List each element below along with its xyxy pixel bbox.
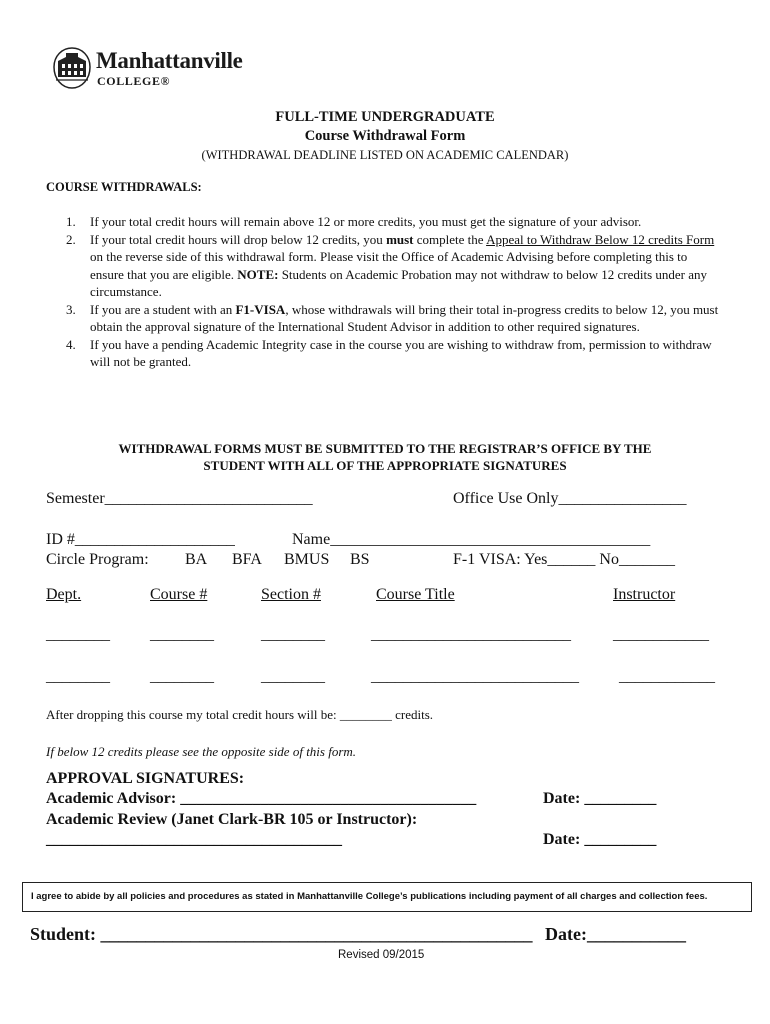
appeal-form-link[interactable]: Appeal to Withdraw Below 12 credits Form <box>486 231 715 247</box>
row2-title-field[interactable]: __________________________ <box>371 668 579 685</box>
college-logo <box>52 47 267 91</box>
col-header-dept: Dept. <box>46 586 82 603</box>
below-12-note: If below 12 credits please see the opposite side of this form. <box>46 744 357 759</box>
f1-visa-field[interactable]: F-1 VISA: Yes______ No_______ <box>453 551 675 568</box>
revision-date: Revised 09/2015 <box>338 949 425 961</box>
office-use-field[interactable]: Office Use Only________________ <box>453 490 687 507</box>
program-option-bmus[interactable]: BMUS <box>284 551 330 568</box>
col-header-instructor: Instructor <box>613 586 676 603</box>
academic-review-signature-field[interactable]: _____________________________________ <box>46 831 342 848</box>
withdrawal-rules-list <box>46 213 722 371</box>
col-header-course-title: Course Title <box>376 586 455 603</box>
credits-after-drop-field[interactable]: After dropping this course my total credit hours will be: ________ credits. <box>46 707 434 722</box>
row1-section-field[interactable]: ________ <box>261 626 325 643</box>
deadline-note: (WITHDRAWAL DEADLINE LISTED ON ACADEMIC CALENDAR) <box>201 148 569 162</box>
row2-instructor-field[interactable]: ____________ <box>619 668 715 685</box>
logo-college: COLLEGE® <box>97 74 171 88</box>
agreement-box <box>22 882 752 912</box>
student-date-field[interactable]: Date:___________ <box>545 924 686 944</box>
row2-dept-field[interactable]: ________ <box>46 668 110 685</box>
course-withdrawals-heading: COURSE WITHDRAWALS: <box>46 180 202 194</box>
submission-warning-line1: WITHDRAWAL FORMS MUST BE SUBMITTED TO THE REGISTRAR’S OFFICE BY THE <box>118 441 652 456</box>
college-seal-icon <box>52 47 92 89</box>
review-date-field[interactable]: Date: _________ <box>543 831 657 848</box>
advisor-date-field[interactable]: Date: _________ <box>543 790 657 807</box>
list-item: 3. If you are a student with an F1-VISA, whose withdrawals will bring their total in-progress credits to below 12, you must obtain the approval signature of the International Student Advisor in addition to other required signatures. <box>66 301 719 334</box>
id-field[interactable]: ID #____________________ <box>46 531 235 548</box>
program-option-bs[interactable]: BS <box>350 551 370 568</box>
semester-field[interactable]: Semester__________________________ <box>46 490 313 507</box>
academic-advisor-signature-field[interactable]: Academic Advisor: _____________________________________ <box>46 790 477 807</box>
circle-program-label: Circle Program: <box>46 551 149 568</box>
list-item: 4. If you have a pending Academic Integrity case in the course you are wishing to withdraw from, permission to withdraw will not be granted. <box>66 336 712 369</box>
academic-review-label: Academic Review (Janet Clark-BR 105 or Instructor): <box>46 811 418 828</box>
row1-course-field[interactable]: ________ <box>150 626 214 643</box>
approval-heading: APPROVAL SIGNATURES: <box>46 770 245 787</box>
row1-dept-field[interactable]: ________ <box>46 626 110 643</box>
form-title-line1: FULL-TIME UNDERGRADUATE <box>275 109 495 125</box>
name-field[interactable]: Name________________________________________ <box>292 531 651 548</box>
program-option-ba[interactable]: BA <box>185 551 208 568</box>
program-option-bfa[interactable]: BFA <box>232 551 262 568</box>
agreement-text: I agree to abide by all policies and procedures as stated in Manhattanville College’s publications including payment of all charges and collection fees. <box>31 891 708 902</box>
row2-course-field[interactable]: ________ <box>150 668 214 685</box>
logo-name: Manhattanville <box>96 48 243 73</box>
form-title: Course Withdrawal Form <box>304 128 466 144</box>
col-header-section: Section # <box>261 586 321 603</box>
list-item: 2. If your total credit hours will drop below 12 credits, you must complete the Appeal to Withdraw Below 12 credits Form on the reverse side of this withdrawal form. Please visit the Office of Academic Advising before completing this to ensure that you are eligible. NOTE: Students on Academic Probation may not withdraw to below 12 credits under any circumstance. <box>66 231 715 299</box>
col-header-course: Course # <box>150 586 208 603</box>
student-signature-field[interactable]: Student: ________________________________________________ <box>30 924 533 944</box>
list-item: 1. If your total credit hours will remain above 12 or more credits, you must get the signature of your advisor. <box>66 214 642 229</box>
submission-warning-line2: STUDENT WITH ALL OF THE APPROPRIATE SIGNATURES <box>203 458 567 473</box>
row1-title-field[interactable]: _________________________ <box>371 626 571 643</box>
row2-section-field[interactable]: ________ <box>261 668 325 685</box>
row1-instructor-field[interactable]: ____________ <box>613 626 709 643</box>
